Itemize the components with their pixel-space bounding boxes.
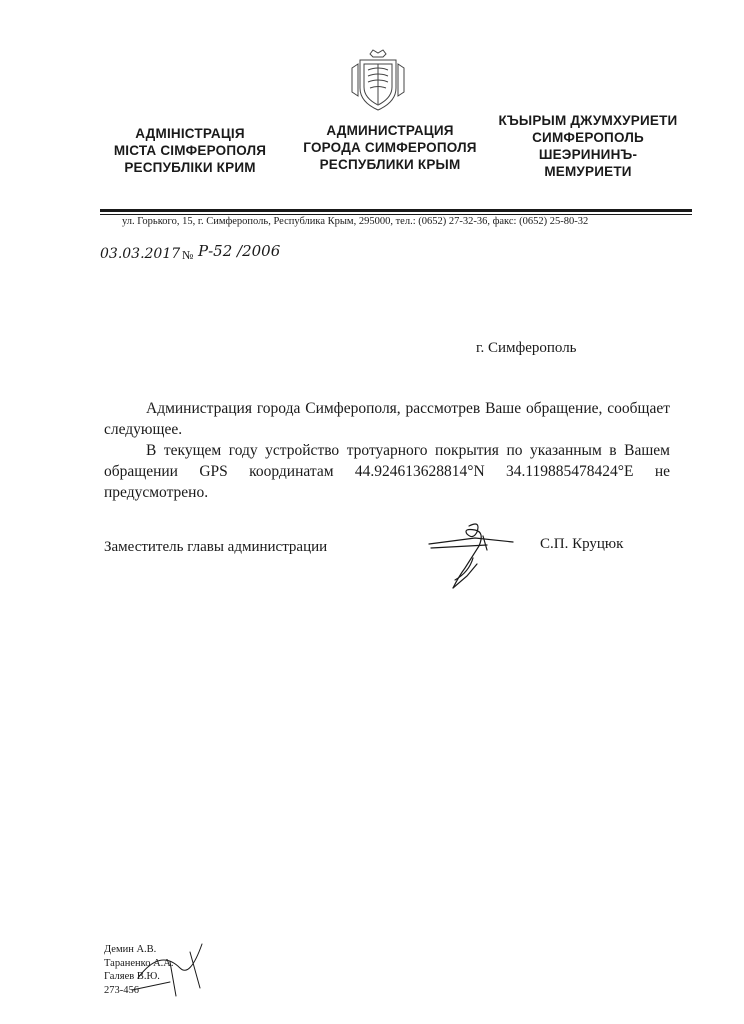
signatory-name: С.П. Круцюк [540,536,624,552]
coat-of-arms-emblem [350,48,406,114]
executor-name: Демин А.В. [104,944,157,955]
body-paragraph: Администрация города Симферополя, рассмотрев Ваше обращение, сообщает следующее. [104,400,670,438]
header-right-line: СИМФЕРОПОЛЬ [532,130,644,145]
header-right-line: ШЕЭРИНИНЪ- [538,147,638,162]
signatory-title: Заместитель главы администрации [104,539,328,555]
header-ukrainian [105,125,275,176]
letterhead-address: ул. Горького, 15, г. Симферополь, Республика Крым, 295000, тел.: (0652) 27-32-36, факс: (0652) 25-80-32 [122,216,589,227]
header-divider-thin [100,214,692,215]
header-crimean-tatar [488,112,688,180]
letter-body [104,398,670,503]
header-divider-thick [100,209,692,212]
header-left-line: МІСТА СІМФЕРОПОЛЯ [113,143,267,158]
header-russian [290,122,490,173]
header-center-line: АДМИНИСТРАЦИЯ [326,123,454,138]
header-right-line: КЪЫРЫМ ДЖУМХУРИЕТИ [498,113,678,128]
handwritten-signature [425,518,520,598]
header-left-line: АДМІНІСТРАЦІЯ [135,126,245,141]
header-right-line: МЕМУРИЕТИ [544,164,632,179]
header-center-line: РЕСПУБЛИКИ КРЫМ [319,157,461,172]
header-center-line: ГОРОДА СИМФЕРОПОЛЯ [303,140,477,155]
executor-name: Тараненко А.А. [104,957,174,969]
registration-number-label: № [182,248,194,262]
city-label: г. Симферополь [476,340,577,356]
executor-signature [130,938,212,1000]
header-left-line: РЕСПУБЛІКИ КРИМ [124,160,256,175]
executor-phone: 273-456 [104,984,139,996]
registration-number: Р-52 /2006 [198,242,281,260]
body-paragraph: В текущем году устройство тротуарного покрытия по указанным в Вашем обращении GPS координатам 44.924613628814°N 34.119885478424°E не предусмотрено. [104,442,670,501]
registration-date: 03.03.2017 [100,246,181,262]
executor-name: Галяев В.Ю. [104,971,160,982]
